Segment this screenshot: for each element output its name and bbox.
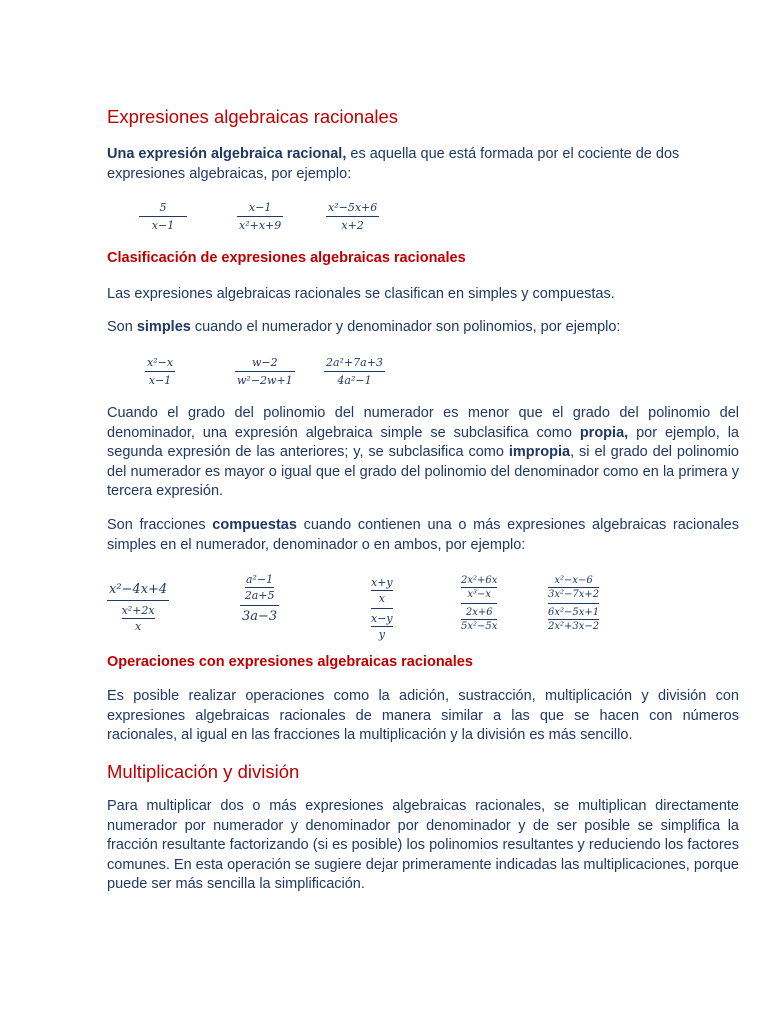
fraction-numerator: x²−x−6 [554, 575, 593, 586]
intro-paragraph [107, 145, 739, 184]
fraction-numerator: x+y [371, 576, 393, 589]
fraction-denominator: x²+x+9 [239, 219, 282, 232]
simples-post: cuando el numerador y denominador son polinomios, por ejemplo: [190, 319, 621, 335]
propia-bold: propia, [579, 424, 629, 441]
fraction-numerator: 5 [159, 201, 167, 214]
fraction-bar [461, 587, 497, 588]
propia-text-3: , si el grado del polinomio del numerador es mayor o igual que el grado del polinomio del denominador como en la primera y tercera expresión. [107, 444, 739, 499]
fraction-numerator: 2x+6 [465, 607, 493, 619]
fraction-numerator: 2a²+7a+3 [326, 356, 383, 369]
nested-denominator [548, 607, 599, 632]
intro-text: es aquella que está formada por el cociente de dos expresiones algebraicas, por ejemplo: [107, 146, 680, 182]
fraction-bar [371, 626, 393, 627]
fraction-numerator: x²−5x+6 [328, 201, 378, 214]
fraction-example-1 [139, 201, 187, 232]
propia-text-1: Cuando el grado del polinomio del numerador es menor que el grado del polinomio del denominador, una expresión algebraica simple se subclasifica como [107, 405, 739, 441]
fraction-bar [461, 619, 497, 620]
fraction-example-2 [237, 201, 283, 232]
fraction-bar [145, 371, 175, 372]
fraction-main-bar [548, 603, 599, 604]
propia-paragraph [107, 404, 739, 502]
compound-fraction-5 [548, 575, 599, 632]
fraction-denominator: w²−2w+1 [237, 374, 293, 387]
fraction-denominator: x [134, 620, 142, 634]
fraction-bar [139, 216, 187, 217]
simple-fraction-3 [324, 356, 385, 387]
fraction-denominator: 4a²−1 [337, 374, 372, 387]
fraction-bar [371, 590, 393, 591]
fraction-numerator: x²+2x [121, 604, 155, 618]
fraction-numerator: x²−x [147, 356, 174, 369]
fraction-numerator: x−1 [248, 201, 272, 214]
section-classification-heading: Clasificación de expresiones algebraicas racionales [107, 250, 466, 266]
compuestas-pre: Son fracciones [107, 517, 213, 533]
page-title: Expresiones algebraicas racionales [107, 106, 399, 127]
fraction-example-3 [326, 201, 379, 232]
fraction-bar [548, 619, 599, 620]
fraction-denominator: 5x²−5x [461, 621, 498, 633]
simples-bold: simples [136, 319, 191, 335]
fraction-numerator: x−y [371, 612, 393, 626]
simple-fraction-1 [145, 356, 175, 387]
fraction-main-bar [107, 600, 169, 601]
classification-paragraph: Las expresiones algebraicas racionales se clasifican en simples y compuestas. [107, 286, 615, 302]
fraction-denominator: 2a+5 [244, 589, 275, 602]
fraction-bar [122, 618, 155, 619]
multiplication-paragraph: Para multiplicar dos o más expresiones algebraicas racionales, se multiplican directamente numerador por numerador y denominador por denominador y de ser posible se simplifica la fracción resultante factorizando (si es posible) los polinomios resultantes y reduciendo los factores comunes. En esta operación se sugiere dejar primeramente indicadas las multiplicaciones, porque puede ser más sencilla la simplificación. [107, 798, 739, 892]
fraction-bar [235, 371, 295, 372]
fraction-denominator: x³−x [467, 589, 492, 600]
nested-denominator [371, 612, 393, 641]
nested-numerator [548, 575, 599, 600]
fraction-bar [548, 587, 599, 588]
fraction-denominator: 3a−3 [242, 609, 278, 625]
propia-text-2: por ejemplo, la segunda expresión de las anteriores; y, se subclasifica como [107, 424, 739, 460]
operations-paragraph: Es posible realizar operaciones como la adición, sustracción, multiplicación y división con expresiones algebraicas racionales de manera similar a las que se hacen con números racionales, al igual en las fracciones la multiplicación y la división es más sencillo. [107, 688, 739, 743]
fraction-bar [326, 216, 379, 217]
fraction-numerator: x²−4x+4 [109, 582, 168, 597]
fraction-denominator: y [378, 628, 385, 642]
simples-paragraph [107, 318, 739, 338]
compound-fraction-2 [240, 573, 279, 624]
compound-fraction-3 [371, 576, 393, 641]
fraction-denominator: x−1 [151, 219, 175, 232]
compound-fraction-4 [461, 575, 497, 632]
fraction-numerator: 6x²−5x+1 [548, 607, 600, 619]
section-operations-heading: Operaciones con expresiones algebraicas racionales [107, 654, 473, 670]
fraction-denominator: 2x²+3x−2 [548, 621, 600, 633]
fraction-denominator: x−1 [148, 374, 172, 387]
compound-fraction-1 [107, 582, 169, 633]
fraction-main-bar [461, 603, 497, 604]
simple-fraction-2 [235, 356, 295, 387]
compuestas-paragraph [107, 516, 739, 555]
compuestas-bold: compuestas [212, 517, 297, 533]
intro-bold: Una expresión algebraica racional, [107, 146, 347, 162]
impropia-bold: impropia [508, 444, 571, 460]
nested-denominator [461, 607, 497, 632]
fraction-bar [245, 587, 275, 588]
fraction-numerator: 2x²+6x [461, 575, 498, 586]
fraction-main-bar [240, 605, 279, 606]
fraction-numerator: w−2 [252, 356, 278, 369]
nested-numerator [245, 573, 275, 602]
nested-numerator [371, 576, 393, 605]
fraction-numerator: a²−1 [246, 573, 274, 586]
fraction-main-bar [371, 608, 393, 609]
fraction-denominator: x [378, 592, 385, 605]
fraction-bar [237, 216, 283, 217]
fraction-denominator: x+2 [341, 219, 364, 232]
nested-numerator [461, 575, 497, 600]
simples-pre: Son [107, 319, 137, 335]
nested-denominator [122, 604, 155, 633]
fraction-bar [324, 371, 385, 372]
section-multiplication-heading: Multiplicación y división [107, 761, 300, 782]
compuestas-post: cuando contienen una o más expresiones algebraicas racionales simples en el numerador, denominador o en ambos, por ejemplo: [107, 517, 739, 553]
fraction-denominator: 3x²−7x+2 [548, 589, 600, 600]
